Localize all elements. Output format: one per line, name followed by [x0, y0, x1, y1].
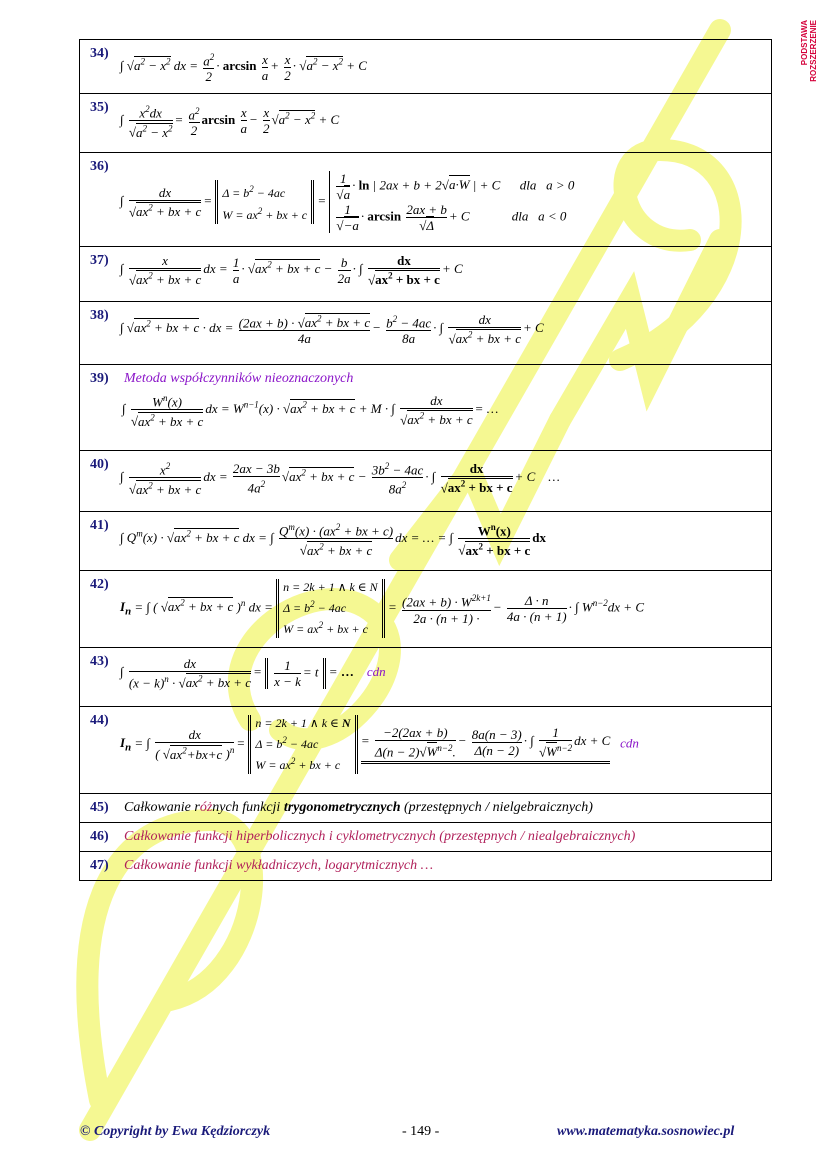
topic-text: Całkowanie różnych funkcji trygonometrycznych (przestępnych / nielgebraicznych): [124, 800, 593, 815]
formula-44: $I_n$ = ∫ $\frac{dx}{( √ax^2+bx+c )^n}$ = n = 2k + 1 ∧ k ∈ N $\Delta = b^2 - 4ac$ $W = ax^2$ + bx + c = $\frac{-2(2ax + b)}{\Delta(n - 2)√W^{n-2}.}$ − $\frac{8a(n - 3)}{\Delta(n - 2)}$ · ∫ $\frac{1}{√W^{n-2}}$ dx + C cdn: [120, 716, 639, 772]
continued-note: cdn: [366, 664, 386, 680]
topic-row: [80, 823, 772, 852]
formula-37: ∫ $\frac{x}{√ax^2 + bx + c}$ dx = $\frac{1}{a}$ · $√ax^2$ + bx + c − $\frac{b}{2a}$ · ∫ $\frac{dx}{√ax^2 + bx + c}$ + C: [120, 253, 463, 288]
copyright: © Copyright by Ewa Kędziorczyk: [80, 1124, 271, 1139]
topic-text: Całkowanie funkcji wykładniczych, logarytmicznych …: [124, 858, 434, 873]
formula-row: [80, 451, 772, 512]
formula-number: 42): [90, 577, 109, 592]
topic-text: Całkowanie funkcji hiperbolicznych i cyklometrycznych (przestępnych / niealgebraicznych): [124, 829, 636, 844]
formula-number: 43): [90, 654, 109, 669]
formula-row: [80, 94, 772, 153]
formula-row: [80, 707, 772, 794]
formula-number: 35): [90, 100, 109, 115]
formula-40: ∫ $\frac{x^2}{√ax^2 + bx + c}$ dx = $\frac{2ax - 3b}{4a^2}$ $√ax^2$ + bx + c − $\frac{3b^2 - 4ac}{8a^2}$ · ∫ $\frac{dx}{√ax^2 + bx + c}$ + C …: [120, 460, 560, 497]
formula-39: ∫ $\frac{W^n(x)}{√ax^2 + bx + c}$ dx = $W^{n-1}(x) \cdot √ax^2$ + bx + c + M · ∫ $\frac{dx}{√ax^2 + bx + c}$ = …: [122, 392, 499, 429]
page-number: - 149 -: [402, 1124, 440, 1139]
formula-number: 47): [90, 858, 109, 873]
formula-row: [80, 571, 772, 648]
formula-43: ∫ $\frac{dx}{(x - k)^n \cdot √ax^2 + bx + c}$ = $\frac{1}{x - k}$ = t = … cdn: [120, 656, 386, 691]
topic-row: [80, 852, 772, 881]
formula-row: [80, 302, 772, 365]
formula-number: 46): [90, 829, 109, 844]
formula-row: [80, 247, 772, 302]
level-tag: [798, 20, 824, 80]
formula-number: 44): [90, 713, 109, 728]
continued-note: cdn: [620, 735, 639, 751]
formula-number: 34): [90, 46, 109, 61]
formula-36: ∫ $\frac{dx}{√ax^2 + bx + c}$ = $\Delta = b^2 - 4ac$ $W = ax^2$ + bx + c = $\frac{1}{√a}$ · ln | 2ax + b + 2√a·W | + C dla a > 0 $\frac{1}{√-a}$ · arcsin $\frac{2ax + b}{√\Delta}$ + C dla a < 0: [120, 171, 575, 233]
topic-row: [80, 794, 772, 823]
formula-number: 36): [90, 159, 109, 174]
formula-41: ∫ $Q^m(x) \cdot √ax^2$ + bx + c dx = ∫ $\frac{Q^m(x) \cdot (ax^2 + bx + c)}{√ax^2 + bx + c}$ dx = … = ∫ $\frac{W^n(x)}{√ax^2 + bx + c}$ dx: [120, 522, 546, 558]
website-link[interactable]: www.matematyka.sosnowiec.pl: [557, 1124, 735, 1139]
formula-row: [80, 512, 772, 571]
formula-35: ∫ $\frac{x^2dx}{√a^2 - x^2}$ = $\frac{a^2}{2}$ arcsin $\frac{x}{a}$ − $\frac{x}{2}$ $√a^2 - x^2 + C$: [120, 104, 340, 140]
formula-number: 40): [90, 457, 109, 472]
formula-42: $I_n$ = ∫ ( $√ax^2$ + bx + c )$^n$ dx = n = 2k + 1 ∧ k ∈ N $\Delta = b^2 - 4ac$ $W = ax^2$ + bx + c = $\frac{(2ax + b) \cdot W^{2k+1}}{2a \cdot (n + 1) \cdot}$ − $\frac{\Delta \cdot n}{4a \cdot (n + 1)}$ · ∫ $W^{n-2}dx + C$: [120, 580, 644, 636]
formula-row: [80, 365, 772, 451]
formula-38: ∫ $√ax^2$ + bx + c · dx = $\frac{(2ax + b) \cdot √ax^2 + bx + c}{4a}$ − $\frac{b^2 - 4ac}{8a}$ · ∫ $\frac{dx}{√ax^2 + bx + c}$ + C: [120, 312, 544, 347]
formula-number: 39): [90, 371, 109, 386]
formula-row: [80, 648, 772, 707]
formula-row: [80, 40, 772, 94]
formula-row: [80, 153, 772, 247]
formula-34: ∫ $√a^2 - x^2$ dx = $\frac{a^2}{2}$ · arcsin $\frac{x}{a}$ + $\frac{x}{2}$ · $√a^2 - x^2 + C$: [120, 51, 367, 85]
level-tag-extended: ROZSZERZENIE: [809, 20, 818, 82]
formula-number: 45): [90, 800, 109, 815]
formula-table: [79, 39, 772, 881]
formula-number: 37): [90, 253, 109, 268]
level-tag-basic: PODSTAWA: [800, 20, 809, 66]
method-title: Metoda współczynników nieoznaczonych: [124, 371, 354, 386]
formula-number: 38): [90, 308, 109, 323]
formula-number: 41): [90, 518, 109, 533]
